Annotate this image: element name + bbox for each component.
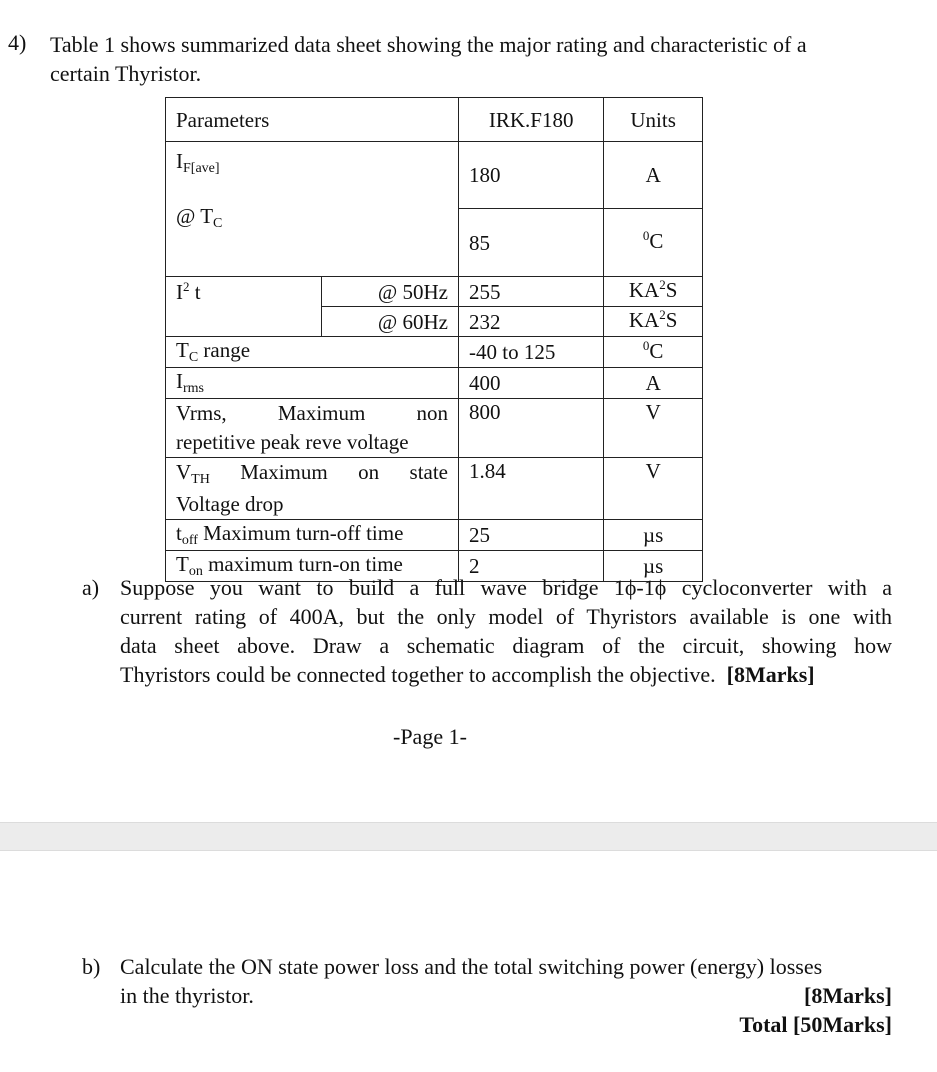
part-a-marks: [8Marks] xyxy=(726,662,815,687)
header-parameters: Parameters xyxy=(166,98,459,142)
part-a-line2: current rating of 400A, but the only model of Thyristors available is one with xyxy=(120,604,892,629)
table-header-row xyxy=(166,98,703,142)
part-b-text xyxy=(120,952,892,1039)
part-b-line2: in the thyristor. xyxy=(120,983,254,1008)
part-a-line3: data sheet above. Draw a schematic diagram of the circuit, showing how xyxy=(120,633,892,658)
unit-irms: A xyxy=(604,368,703,399)
value-tc-range: -40 to 125 xyxy=(459,337,604,368)
value-irms: 400 xyxy=(459,368,604,399)
param-vrms xyxy=(166,399,459,458)
value-i2t-50hz: 255 xyxy=(459,277,604,307)
unit-if-ave: A xyxy=(604,142,703,209)
value-vrms: 800 xyxy=(459,399,604,458)
value-toff: 25 xyxy=(459,520,604,551)
param-toff: toff Maximum turn-off time xyxy=(166,520,459,551)
value-vth: 1.84 xyxy=(459,458,604,520)
unit-vrms: V xyxy=(604,399,703,458)
total-marks-row xyxy=(120,1010,892,1039)
question-text-line2: certain Thyristor. xyxy=(50,61,202,86)
part-b-line2-row xyxy=(120,981,892,1010)
total-marks: Total [50Marks] xyxy=(739,1012,892,1037)
page-separator xyxy=(0,822,937,851)
question-text-line1: Table 1 shows summarized data sheet showing the major rating and characteristic of a xyxy=(50,32,807,57)
question-text xyxy=(50,30,910,88)
param-vth-line1: VTH Maximum on state xyxy=(176,460,448,487)
param-ton: Ton maximum turn-on time xyxy=(166,551,459,582)
unit-tc-range: $^0$C xyxy=(604,337,703,368)
param-i2t: $I^2$ t xyxy=(166,277,322,337)
value-ton: 2 xyxy=(459,551,604,582)
param-vrms-line1: Vrms, Maximum non xyxy=(176,401,448,425)
unit-tc: $^0$C xyxy=(604,209,703,277)
part-b-line1: Calculate the ON state power loss and the total switching power (energy) losses xyxy=(120,954,823,979)
table-row-i2t-50hz xyxy=(166,277,703,307)
unit-toff: µs xyxy=(604,520,703,551)
part-a-text xyxy=(120,573,892,689)
unit-vth: V xyxy=(604,458,703,520)
param-vth xyxy=(166,458,459,520)
table-row-vrms xyxy=(166,399,703,458)
value-tc: 85 xyxy=(459,209,604,277)
table-row-irms xyxy=(166,368,703,399)
param-vth-line2: Voltage drop xyxy=(176,492,284,516)
table-row-vth xyxy=(166,458,703,520)
param-if-ave: IF[ave] xyxy=(176,149,220,176)
cond-60hz: @ 60Hz xyxy=(321,307,458,337)
unit-i2t-60hz: $KA^2S$ xyxy=(604,307,703,337)
page-number: -Page 1- xyxy=(393,724,467,749)
param-tc-range: TC range xyxy=(166,337,459,368)
thyristor-datasheet-table xyxy=(165,97,703,582)
header-model: IRK.F180 xyxy=(459,98,604,142)
param-irms: Irms xyxy=(166,368,459,399)
value-if-ave: 180 xyxy=(459,142,604,209)
header-units: Units xyxy=(604,98,703,142)
cond-50hz: @ 50Hz xyxy=(321,277,458,307)
table-row-tc-range xyxy=(166,337,703,368)
param-tc: @ TC xyxy=(176,204,223,231)
unit-ton: µs xyxy=(604,551,703,582)
part-a-label: a) xyxy=(82,575,100,600)
question-number: 4) xyxy=(8,30,27,55)
part-a-line1: Suppose you want to build a full wave bridge 1ϕ-1ϕ cycloconverter with a xyxy=(120,575,892,600)
param-if-tc xyxy=(166,142,459,277)
param-vrms-line2: repetitive peak reve voltage xyxy=(176,430,409,454)
value-i2t-60hz: 232 xyxy=(459,307,604,337)
part-b-marks: [8Marks] xyxy=(804,983,892,1008)
table-row-if-ave xyxy=(166,142,703,209)
part-b-label: b) xyxy=(82,954,101,979)
unit-i2t-50hz: $KA^2S$ xyxy=(604,277,703,307)
part-a-line4: Thyristors could be connected together to accomplish the objective. [8Marks] xyxy=(120,662,815,687)
table-row-toff xyxy=(166,520,703,551)
